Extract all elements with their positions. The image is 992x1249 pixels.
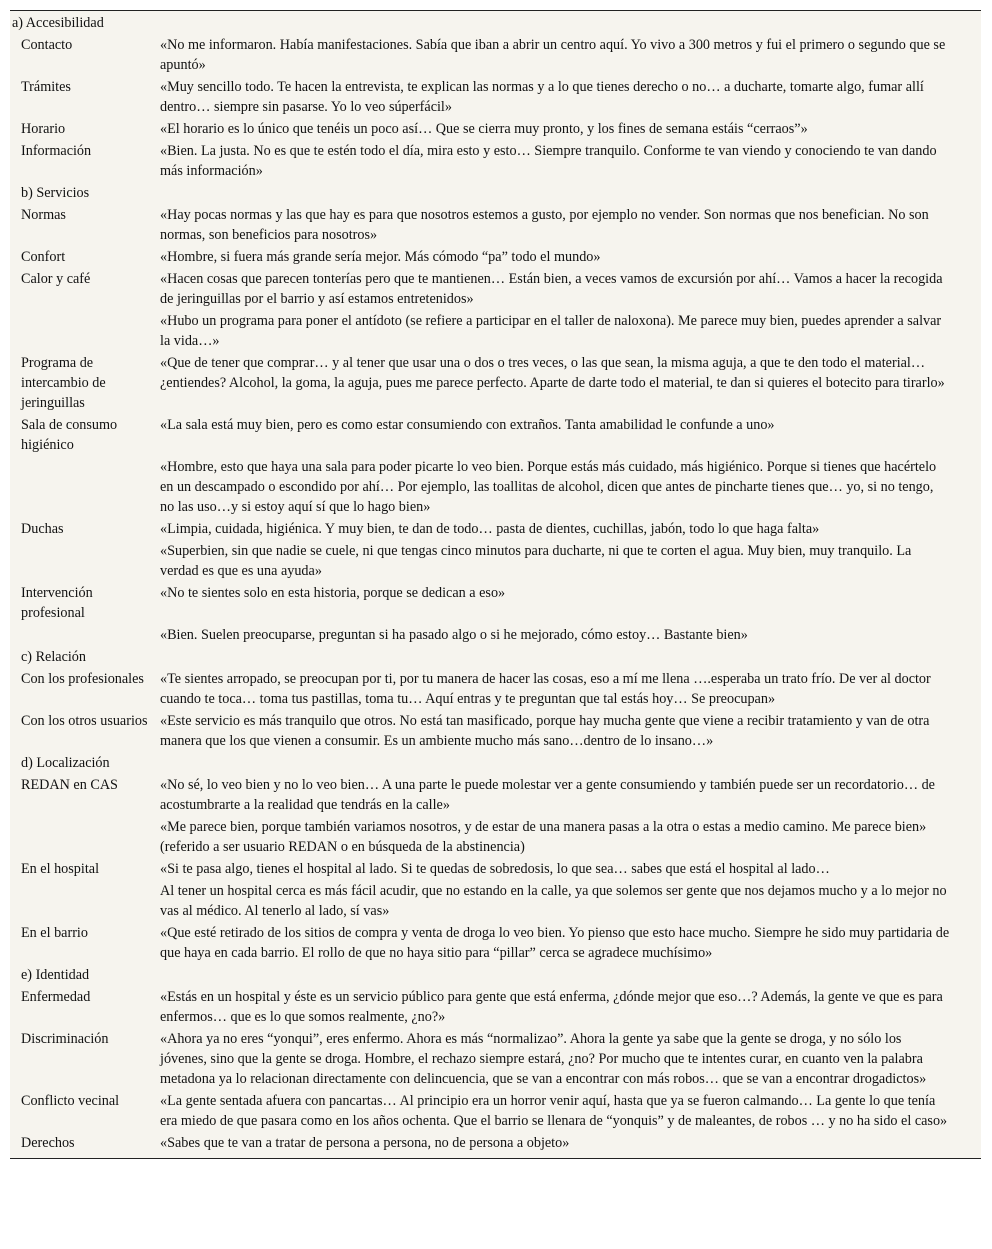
category-cell xyxy=(10,457,160,519)
table-row xyxy=(10,353,981,415)
quote-cell: «Que esté retirado de los sitios de compra y venta de droga lo veo bien. Yo pienso que esto hace mucho. Siempre he sido muy partidaria de que haya en cada barrio. El rollo de que no haya sitio para “pillar” cerca se agradece muchísimo» xyxy=(160,925,950,961)
subsection-heading: c) Relación xyxy=(21,649,86,665)
category-cell: En el hospital xyxy=(21,861,100,877)
table-row xyxy=(10,1133,981,1155)
table-row xyxy=(10,457,981,519)
quote-cell: «Hay pocas normas y las que hay es para que nosotros estemos a gusto, por ejemplo no vender. Son normas que nos benefician. No son normas, son beneficios para nosotros» xyxy=(160,207,929,243)
section-heading: a) Accesibilidad xyxy=(12,15,104,31)
table-row xyxy=(10,247,981,269)
quote-cell: «Ahora ya no eres “yonqui”, eres enfermo. Ahora es más “normalizao”. Ahora la gente ya sabe que la gente se droga, y no sólo los jóvenes, sino que la gente se droga. Hombre, el rechazo siempre estará, ¿no? Por mucho que te intentes curar, en cuanto ven la palabra metadona ya lo relacionan directamente con delincuencia, que se van a encontrar con más robos… que se van a encontrar drogadictos» xyxy=(160,1031,927,1087)
quote-cell: «Estás en un hospital y éste es un servicio público para gente que está enferma, ¿dónde mejor que eso…? Además, la gente ve que es para enfermos… que es lo que somos realmente, ¿no?» xyxy=(160,989,943,1025)
table-row xyxy=(10,775,981,817)
table-row xyxy=(10,541,981,583)
section-row xyxy=(10,13,981,35)
category-cell: Confort xyxy=(21,249,66,265)
quote-cell: «Me parece bien, porque también variamos nosotros, y de estar de una manera pasas a la otra o estas a medio camino. Me parece bien» (referido a ser usuario REDAN o en búsqueda de la abstinencia) xyxy=(160,819,927,855)
category-cell: Derechos xyxy=(21,1135,75,1151)
subsection-row xyxy=(10,647,981,669)
category-cell: Con los otros usuarios xyxy=(21,713,148,729)
subsection-heading: e) Identidad xyxy=(21,967,90,983)
quote-cell: «Hombre, si fuera más grande sería mejor. Más cómodo “pa” todo el mundo» xyxy=(160,249,601,265)
table-body xyxy=(10,13,981,1155)
quote-cell: «Hacen cosas que parecen tonterías pero que te mantienen… Están bien, a veces vamos de excursión por ahí… Vamos a hacer la recogida de jeringuillas por el barrio y así estamos entretenidos» xyxy=(160,271,943,307)
quote-cell: «Bien. La justa. No es que te estén todo el día, mira esto y esto… Siempre tranquilo. Conforme te van viendo y conociendo te van dando más información» xyxy=(160,143,937,179)
quote-cell xyxy=(160,753,981,775)
table-row xyxy=(10,119,981,141)
table-row xyxy=(10,859,981,881)
category-cell: Intervención profesional xyxy=(21,585,93,621)
category-cell: Conflicto vecinal xyxy=(21,1093,120,1109)
category-cell xyxy=(10,311,160,353)
quote-cell: «Este servicio es más tranquilo que otros. No está tan masificado, porque hay mucha gente que viene a recibir tratamiento y van de otra manera que los que vienen a consumir. Es un ambiente mucho más sano…dentro de lo insano…» xyxy=(160,713,930,749)
subsection-row xyxy=(10,965,981,987)
table-row xyxy=(10,77,981,119)
table-row xyxy=(10,583,981,625)
category-cell: Información xyxy=(21,143,92,159)
quotes-table xyxy=(10,13,981,1155)
table-row xyxy=(10,711,981,753)
category-cell: Calor y café xyxy=(21,271,91,287)
category-cell xyxy=(10,817,160,859)
table-row xyxy=(10,519,981,541)
quote-cell: «Te sientes arropado, se preocupan por ti, por tu manera de hacer las cosas, eso a mí me llena ….esperaba un trato frío. De ver al doctor cuando te toca… toma tus pastillas, toma tu… Aquí entras y te preguntan que tal estás hoy… Se preocupan» xyxy=(160,671,931,707)
quote-cell: «El horario es lo único que tenéis un poco así… Que se cierra muy pronto, y los fines de semana estáis “cerraos”» xyxy=(160,121,808,137)
quote-cell: «No sé, lo veo bien y no lo veo bien… A una parte le puede molestar ver a gente consumiendo y también puede ser un recordatorio… de acostumbrarte a la realidad que tendrás en la calle» xyxy=(160,777,935,813)
qualitative-results-table xyxy=(10,10,981,1159)
table-row xyxy=(10,625,981,647)
quote-cell: «Hombre, esto que haya una sala para poder picarte lo veo bien. Porque estás más cuidado, más higiénico. Porque si tienes que hacértelo en un descampado o escondido por ahí… Por ejemplo, las toallitas de alcohol, dicen que antes de pincharte tienes que… yo, si no tengo, no las uso…y si estoy aquí sí que lo hago bien» xyxy=(160,459,937,515)
category-cell: Horario xyxy=(21,121,66,137)
category-cell: d) Localización xyxy=(21,755,110,771)
category-cell: Sala de consumo higiénico xyxy=(21,417,118,453)
subsection-heading: b) Servicios xyxy=(21,185,90,201)
table-row xyxy=(10,141,981,183)
quote-cell: «Muy sencillo todo. Te hacen la entrevista, te explican las normas y a lo que tienes derecho o no… a ducharte, tomarte algo, fumar allí dentro… siempre sin pasarse. Yo lo veo súperfácil» xyxy=(160,79,924,115)
category-cell: Programa de intercambio de jeringuillas xyxy=(21,355,106,411)
table-row xyxy=(10,311,981,353)
quote-cell: «Hubo un programa para poner el antídoto (se refiere a participar en el taller de naloxona). Me parece muy bien, puedes aprender a salvar la vida…» xyxy=(160,313,942,349)
category-cell: Contacto xyxy=(21,37,73,53)
quote-cell: «No te sientes solo en esta historia, porque se dedican a eso» xyxy=(160,585,506,601)
quote-cell: «Que de tener que comprar… y al tener que usar una o dos o tres veces, o las que sean, la misma aguja, a que te den todo el material… ¿entiendes? Alcohol, la goma, la aguja, pues me parece perfecto. Aparte de darte todo el material, te dan si quieres el botecito para tirarlo» xyxy=(160,355,945,391)
quote-cell: «La sala está muy bien, pero es como estar consumiendo con extraños. Tanta amabilidad le confunde a uno» xyxy=(160,417,775,433)
category-cell: Enfermedad xyxy=(21,989,91,1005)
category-cell: En el barrio xyxy=(21,925,88,941)
table-row xyxy=(10,269,981,311)
quote-cell: Al tener un hospital cerca es más fácil acudir, que no estando en la calle, ya que solemos ser gente que nos dejamos mucho y a lo mejor no vas al médico. Al tenerlo al lado, sí vas» xyxy=(160,883,947,919)
category-cell: REDAN en CAS xyxy=(21,777,118,793)
quote-cell: «No me informaron. Había manifestaciones. Sabía que iban a abrir un centro aquí. Yo vivo a 300 metros y fui el primero o segundo que se apuntó» xyxy=(160,37,946,73)
table-row xyxy=(10,817,981,859)
quote-cell: «Sabes que te van a tratar de persona a persona, no de persona a objeto» xyxy=(160,1135,570,1151)
table-row xyxy=(10,987,981,1029)
category-cell xyxy=(10,625,160,647)
table-row xyxy=(10,753,981,775)
category-cell: Con los profesionales xyxy=(21,671,144,687)
category-cell xyxy=(10,881,160,923)
category-cell xyxy=(10,541,160,583)
table-row xyxy=(10,1091,981,1133)
table-row xyxy=(10,669,981,711)
quote-cell: «Bien. Suelen preocuparse, preguntan si ha pasado algo o si he mejorado, cómo estoy… Bastante bien» xyxy=(160,627,748,643)
table-row xyxy=(10,1029,981,1091)
quote-cell: «Limpia, cuidada, higiénica. Y muy bien, te dan de todo… pasta de dientes, cuchillas, jabón, todo lo que haga falta» xyxy=(160,521,820,537)
subsection-row xyxy=(10,183,981,205)
table-row xyxy=(10,923,981,965)
quote-cell: «Si te pasa algo, tienes el hospital al lado. Si te quedas de sobredosis, lo que sea… sabes que está el hospital al lado… xyxy=(160,861,830,877)
table-row xyxy=(10,205,981,247)
quote-cell: «Superbien, sin que nadie se cuele, ni que tengas cinco minutos para ducharte, ni que te corten el agua. Muy bien, muy tranquilo. La verdad es que es una ayuda» xyxy=(160,543,912,579)
category-cell: Duchas xyxy=(21,521,64,537)
category-cell: Normas xyxy=(21,207,66,223)
table-row xyxy=(10,35,981,77)
table-row xyxy=(10,415,981,457)
table-row xyxy=(10,881,981,923)
category-cell: Trámites xyxy=(21,79,71,95)
category-cell: Discriminación xyxy=(21,1031,109,1047)
quote-cell: «La gente sentada afuera con pancartas… Al principio era un horror venir aquí, hasta que ya se fueron calmando… La gente lo que tenía era miedo de que pasara como en los años ochenta. Que el barrio se llenara de “yonquis” y de maleantes, de robos … y no ha sido el caso» xyxy=(160,1093,948,1129)
